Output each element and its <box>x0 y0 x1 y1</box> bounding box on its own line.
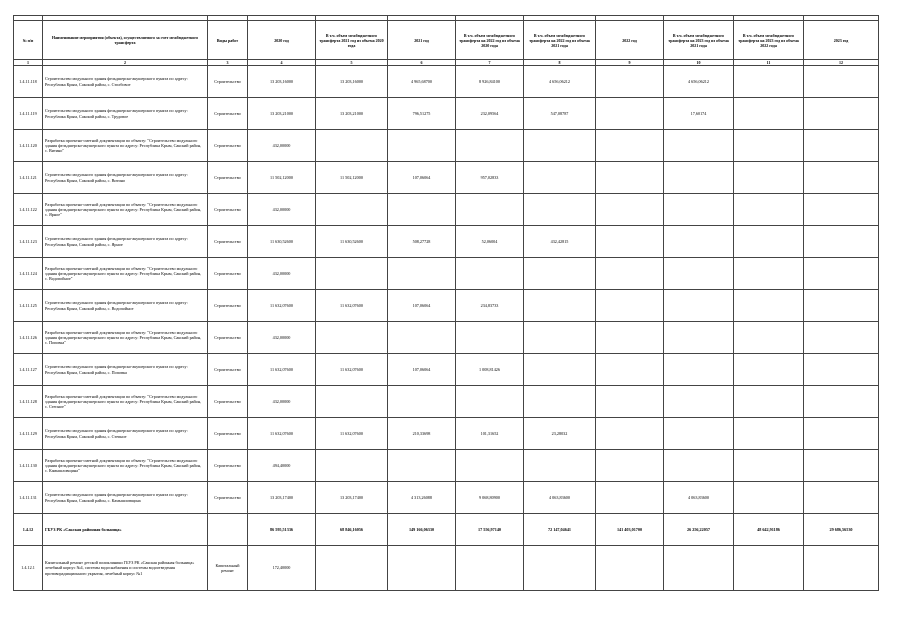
value-2022-from-2021 <box>524 354 596 386</box>
row-work-type <box>208 514 248 546</box>
value-2023-from-2021: 4 656,06212 <box>664 66 734 98</box>
value-2022-from-2021 <box>524 386 596 418</box>
value-2021-from-2020: 68 846,16056 <box>316 514 388 546</box>
table-row <box>14 354 879 386</box>
value-2022-from-2020 <box>456 322 524 354</box>
value-2022-from-2021 <box>524 546 596 591</box>
value-2022-from-2021 <box>524 130 596 162</box>
value-2023-from-2021 <box>664 546 734 591</box>
value-2022-from-2021 <box>524 162 596 194</box>
value-2022 <box>596 418 664 450</box>
value-2023-from-2021 <box>664 162 734 194</box>
row-work-type: Строительство <box>208 450 248 482</box>
value-2021 <box>388 258 456 290</box>
table-row <box>14 162 879 194</box>
column-number: 8 <box>524 60 596 66</box>
value-2021 <box>388 322 456 354</box>
value-2023 <box>804 386 879 418</box>
value-2020: 11 632,07600 <box>248 418 316 450</box>
row-work-type: Строительство <box>208 418 248 450</box>
row-name: ГБУЗ РК «Сакская районная больница» <box>43 514 208 546</box>
value-2022 <box>596 386 664 418</box>
value-2023-from-2022 <box>734 450 804 482</box>
value-2020: 432,00000 <box>248 258 316 290</box>
value-2020: 13 203,16000 <box>248 66 316 98</box>
value-2023 <box>804 194 879 226</box>
value-2022-from-2021: 72 147,04641 <box>524 514 596 546</box>
value-2023-from-2021: 26 256,22057 <box>664 514 734 546</box>
value-2022 <box>596 354 664 386</box>
value-2023-from-2022 <box>734 98 804 130</box>
value-2022-from-2021 <box>524 450 596 482</box>
value-2021 <box>388 130 456 162</box>
row-name: Строительство модульного здания фельдшерско-акушерского пункта по адресу: Республика Крым, Сакский район, с. Камышловщина <box>43 482 208 514</box>
value-2023-from-2022 <box>734 162 804 194</box>
value-2021-from-2020 <box>316 546 388 591</box>
column-number: 3 <box>208 60 248 66</box>
value-2022 <box>596 130 664 162</box>
value-2020: 86 595,51336 <box>248 514 316 546</box>
row-number: 1.4.11.131 <box>14 482 43 514</box>
column-number: 4 <box>248 60 316 66</box>
value-2022-from-2020: 957,02833 <box>456 162 524 194</box>
value-2021: 796,51275 <box>388 98 456 130</box>
value-2021-from-2020 <box>316 386 388 418</box>
value-2022 <box>596 98 664 130</box>
value-2022-from-2021: 432,42815 <box>524 226 596 258</box>
value-2021-from-2020 <box>316 194 388 226</box>
table-row <box>14 194 879 226</box>
table-row <box>14 482 879 514</box>
value-2022 <box>596 482 664 514</box>
value-2022 <box>596 290 664 322</box>
value-2020: 11 632,07600 <box>248 354 316 386</box>
value-2022-from-2020 <box>456 450 524 482</box>
value-2022-from-2020 <box>456 130 524 162</box>
value-2021: 210,33698 <box>388 418 456 450</box>
value-2023-from-2021 <box>664 194 734 226</box>
value-2023 <box>804 354 879 386</box>
value-2023-from-2021 <box>664 386 734 418</box>
row-work-type: Капитальный ремонт <box>208 546 248 591</box>
value-2022-from-2021: 23,28032 <box>524 418 596 450</box>
value-2023 <box>804 290 879 322</box>
table-row <box>14 226 879 258</box>
row-name: Разработка проектно-сметной документации по объекту: "Строительство модульного здания фельдшерско-акушерского пункта по адресу: Республика Крым, Сакский район, с. Камышловщина" <box>43 450 208 482</box>
row-number: 1.4.11.119 <box>14 98 43 130</box>
value-2021-from-2020 <box>316 130 388 162</box>
value-2022-from-2020 <box>456 386 524 418</box>
value-2023-from-2021 <box>664 258 734 290</box>
value-2023-from-2022 <box>734 130 804 162</box>
value-2021-from-2020: 13 203,17400 <box>316 482 388 514</box>
value-2021-from-2020: 11 632,07600 <box>316 354 388 386</box>
row-number: 1.4.11.129 <box>14 418 43 450</box>
row-work-type: Строительство <box>208 354 248 386</box>
value-2020: 432,00000 <box>248 322 316 354</box>
row-work-type: Строительство <box>208 194 248 226</box>
row-number: 1.4.11.128 <box>14 386 43 418</box>
row-number: 1.4.12 <box>14 514 43 546</box>
value-2022-from-2020: 234,83733 <box>456 290 524 322</box>
row-name: Разработка проектно-сметной документации по объекту: "Строительство модульного здания фельдшерско-акушерского пункта по адресу: Республика Крым, Сакский район, с. Степное" <box>43 386 208 418</box>
column-number: 11 <box>734 60 804 66</box>
column-header: 2020 год <box>248 21 316 60</box>
value-2023 <box>804 546 879 591</box>
value-2021: 107,06064 <box>388 290 456 322</box>
value-2023-from-2022 <box>734 322 804 354</box>
value-2023-from-2022 <box>734 290 804 322</box>
value-2021-from-2020 <box>316 322 388 354</box>
value-2020: 432,00000 <box>248 194 316 226</box>
column-number: 6 <box>388 60 456 66</box>
column-header: № п/п <box>14 21 43 60</box>
value-2023-from-2021 <box>664 130 734 162</box>
column-number: 5 <box>316 60 388 66</box>
value-2021 <box>388 194 456 226</box>
value-2023-from-2021 <box>664 290 734 322</box>
row-name: Строительство модульного здания фельдшерско-акушерского пункта по адресу: Республика Крым, Сакский район, с. Ярное <box>43 226 208 258</box>
column-header: 2023 год <box>804 21 879 60</box>
row-name: Строительство модульного здания фельдшерско-акушерского пункта по адресу: Республика Крым, Сакский район, с. Витино <box>43 162 208 194</box>
column-number: 7 <box>456 60 524 66</box>
value-2023 <box>804 450 879 482</box>
row-number: 1.4.11.130 <box>14 450 43 482</box>
row-number: 1.4.11.127 <box>14 354 43 386</box>
value-2022-from-2020 <box>456 546 524 591</box>
value-2022-from-2020: 17 556,97140 <box>456 514 524 546</box>
value-2023-from-2022 <box>734 354 804 386</box>
value-2022-from-2021 <box>524 322 596 354</box>
value-2023-from-2022 <box>734 194 804 226</box>
value-2022-from-2020: 232,09564 <box>456 98 524 130</box>
value-2020: 13 203,17400 <box>248 482 316 514</box>
value-2020: 494,40000 <box>248 450 316 482</box>
value-2023-from-2022: 48 642,91186 <box>734 514 804 546</box>
value-2021: 107,06064 <box>388 354 456 386</box>
value-2020: 11 632,07600 <box>248 290 316 322</box>
value-2023 <box>804 98 879 130</box>
table-row <box>14 258 879 290</box>
value-2022-from-2020 <box>456 194 524 226</box>
row-name: Разработка проектно-сметной документации по объекту: "Строительство модульного здания фельдшерско-акушерского пункта по адресу: Республика Крым, Сакский район, с. Поповка" <box>43 322 208 354</box>
value-2020: 432,00000 <box>248 386 316 418</box>
value-2022 <box>596 258 664 290</box>
value-2021-from-2020: 11 502,12000 <box>316 162 388 194</box>
value-2022-from-2021 <box>524 258 596 290</box>
value-2023 <box>804 418 879 450</box>
value-2022-from-2021 <box>524 194 596 226</box>
value-2021 <box>388 386 456 418</box>
row-number: 1.4.11.122 <box>14 194 43 226</box>
row-work-type: Строительство <box>208 162 248 194</box>
value-2023 <box>804 226 879 258</box>
row-work-type: Строительство <box>208 322 248 354</box>
value-2020: 432,00000 <box>248 130 316 162</box>
value-2023-from-2022 <box>734 226 804 258</box>
row-number: 1.4.11.118 <box>14 66 43 98</box>
value-2023-from-2022 <box>734 418 804 450</box>
value-2021-from-2020: 11 632,07600 <box>316 290 388 322</box>
column-header: В т.ч. объем межбюджетного трансферта на 2023 год из объема 2021 года <box>664 21 734 60</box>
table-row <box>14 450 879 482</box>
row-work-type: Строительство <box>208 130 248 162</box>
table-row <box>14 130 879 162</box>
value-2023-from-2022 <box>734 546 804 591</box>
row-work-type: Строительство <box>208 290 248 322</box>
value-2022 <box>596 322 664 354</box>
value-2022-from-2020: 9 068,80900 <box>456 482 524 514</box>
value-2021-from-2020: 11 632,07600 <box>316 418 388 450</box>
row-name: Разработка проектно-сметной документации по объекту: "Строительство модульного здания фельдшерско-акушерского пункта по адресу: Республика Крым, Сакский район, с. Витино" <box>43 130 208 162</box>
table-row <box>14 546 879 591</box>
table-row <box>14 322 879 354</box>
value-2023 <box>804 162 879 194</box>
value-2021-from-2020 <box>316 450 388 482</box>
row-work-type: Строительство <box>208 482 248 514</box>
row-work-type: Строительство <box>208 66 248 98</box>
value-2023-from-2022 <box>734 258 804 290</box>
row-number: 1.4.11.121 <box>14 162 43 194</box>
column-header: Виды работ <box>208 21 248 60</box>
row-name: Строительство модульного здания фельдшерско-акушерского пункта по адресу: Республика Крым, Сакский район, с. Степное <box>43 418 208 450</box>
value-2023 <box>804 482 879 514</box>
column-number: 1 <box>14 60 43 66</box>
column-number: 2 <box>43 60 208 66</box>
table-header-row <box>14 21 879 60</box>
value-2022-from-2020: 52,06004 <box>456 226 524 258</box>
value-2022 <box>596 450 664 482</box>
value-2023-from-2022 <box>734 386 804 418</box>
row-work-type: Строительство <box>208 226 248 258</box>
row-number: 1.4.12.1 <box>14 546 43 591</box>
budget-table <box>13 15 879 591</box>
value-2022: 141 403,01700 <box>596 514 664 546</box>
row-name: Строительство модульного здания фельдшерско-акушерского пункта по адресу: Республика Крым, Сакский район, с. Столбовое <box>43 66 208 98</box>
value-2023-from-2022 <box>734 482 804 514</box>
row-name: Строительство модульного здания фельдшерско-акушерского пункта по адресу: Республика Крым, Сакский район, с. Трудовое <box>43 98 208 130</box>
table-row <box>14 98 879 130</box>
column-number: 9 <box>596 60 664 66</box>
row-number: 1.4.11.120 <box>14 130 43 162</box>
value-2021-from-2020: 11 630,52600 <box>316 226 388 258</box>
value-2020: 11 630,52600 <box>248 226 316 258</box>
value-2023: 29 686,56530 <box>804 514 879 546</box>
value-2021-from-2020: 13 203,21000 <box>316 98 388 130</box>
column-number: 10 <box>664 60 734 66</box>
table-row <box>14 66 879 98</box>
value-2020: 13 203,21000 <box>248 98 316 130</box>
value-2022 <box>596 162 664 194</box>
value-2023-from-2021 <box>664 354 734 386</box>
value-2022-from-2020: 8 926,84100 <box>456 66 524 98</box>
value-2022-from-2021: 4 063,83600 <box>524 482 596 514</box>
value-2022-from-2020 <box>456 258 524 290</box>
value-2023-from-2021 <box>664 322 734 354</box>
value-2023-from-2021 <box>664 450 734 482</box>
row-number: 1.4.11.124 <box>14 258 43 290</box>
value-2022 <box>596 226 664 258</box>
table-row <box>14 514 879 546</box>
value-2023-from-2022 <box>734 66 804 98</box>
row-number: 1.4.11.123 <box>14 226 43 258</box>
value-2021: 149 166,06330 <box>388 514 456 546</box>
row-work-type: Строительство <box>208 98 248 130</box>
value-2021: 508,27728 <box>388 226 456 258</box>
column-number: 12 <box>804 60 879 66</box>
column-header: В т.ч. объем межбюджетного трансферта на 2022 год из объема 2021 года <box>524 21 596 60</box>
value-2023 <box>804 322 879 354</box>
value-2022-from-2021 <box>524 290 596 322</box>
column-header: 2021 год <box>388 21 456 60</box>
value-2021: 107,06064 <box>388 162 456 194</box>
value-2020: 11 502,12000 <box>248 162 316 194</box>
value-2022 <box>596 194 664 226</box>
value-2021 <box>388 546 456 591</box>
row-number: 1.4.11.125 <box>14 290 43 322</box>
row-name: Строительство модульного здания фельдшерско-акушерского пункта по адресу: Республика Крым, Сакский район, с. Поповка <box>43 354 208 386</box>
value-2022 <box>596 546 664 591</box>
value-2023-from-2021: 4 063,83600 <box>664 482 734 514</box>
row-name: Строительство модульного здания фельдшерско-акушерского пункта по адресу: Республика Крым, Сакский район, с. Водопойное <box>43 290 208 322</box>
value-2023-from-2021 <box>664 226 734 258</box>
value-2022-from-2020: 1 008,81426 <box>456 354 524 386</box>
row-name: Разработка проектно-сметной документации по объекту: "Строительство модульного здания фельдшерско-акушерского пункта по адресу: Республика Крым, Сакский район, с. Водопойное" <box>43 258 208 290</box>
value-2022-from-2020: 101,31652 <box>456 418 524 450</box>
column-header: В т.ч. объем межбюджетного трансферта на 2022 год из объема 2020 года <box>456 21 524 60</box>
column-header: В т.ч. объем межбюджетного трансферта 2021 год из объема 2020 года <box>316 21 388 60</box>
column-header: Наименование мероприятия (объекта), осуществляемого за счет межбюджетного трансферта <box>43 21 208 60</box>
value-2023-from-2021 <box>664 418 734 450</box>
value-2022-from-2021: 4 656,06212 <box>524 66 596 98</box>
value-2022 <box>596 66 664 98</box>
row-work-type: Строительство <box>208 258 248 290</box>
column-header: В т.ч. объем межбюджетного трансферта на 2023 год из объема 2022 года <box>734 21 804 60</box>
table-row <box>14 386 879 418</box>
value-2023 <box>804 66 879 98</box>
value-2023-from-2021: 17,60174 <box>664 98 734 130</box>
row-number: 1.4.11.126 <box>14 322 43 354</box>
value-2022-from-2021: 547,08787 <box>524 98 596 130</box>
value-2021: 4 313,26088 <box>388 482 456 514</box>
value-2021-from-2020 <box>316 258 388 290</box>
value-2021: 4 965,68700 <box>388 66 456 98</box>
value-2023 <box>804 258 879 290</box>
value-2023 <box>804 130 879 162</box>
row-work-type: Строительство <box>208 386 248 418</box>
value-2020: 172,40000 <box>248 546 316 591</box>
column-header: 2022 год <box>596 21 664 60</box>
table-row <box>14 418 879 450</box>
table-row <box>14 290 879 322</box>
row-name: Разработка проектно-сметной документации по объекту: "Строительство модульного здания фельдшерско-акушерского пункта по адресу: Республика Крым, Сакский район, с. Ярное" <box>43 194 208 226</box>
value-2021-from-2020: 13 203,16000 <box>316 66 388 98</box>
value-2021 <box>388 450 456 482</box>
row-name: Капитальный ремонт детской поликлиники ГБУЗ РК «Сакская районная больница» лечебный корпус №4, системы водоснабжения и системы водоотведения противорадиационного укрытия, лечебный корпус №1 <box>43 546 208 591</box>
